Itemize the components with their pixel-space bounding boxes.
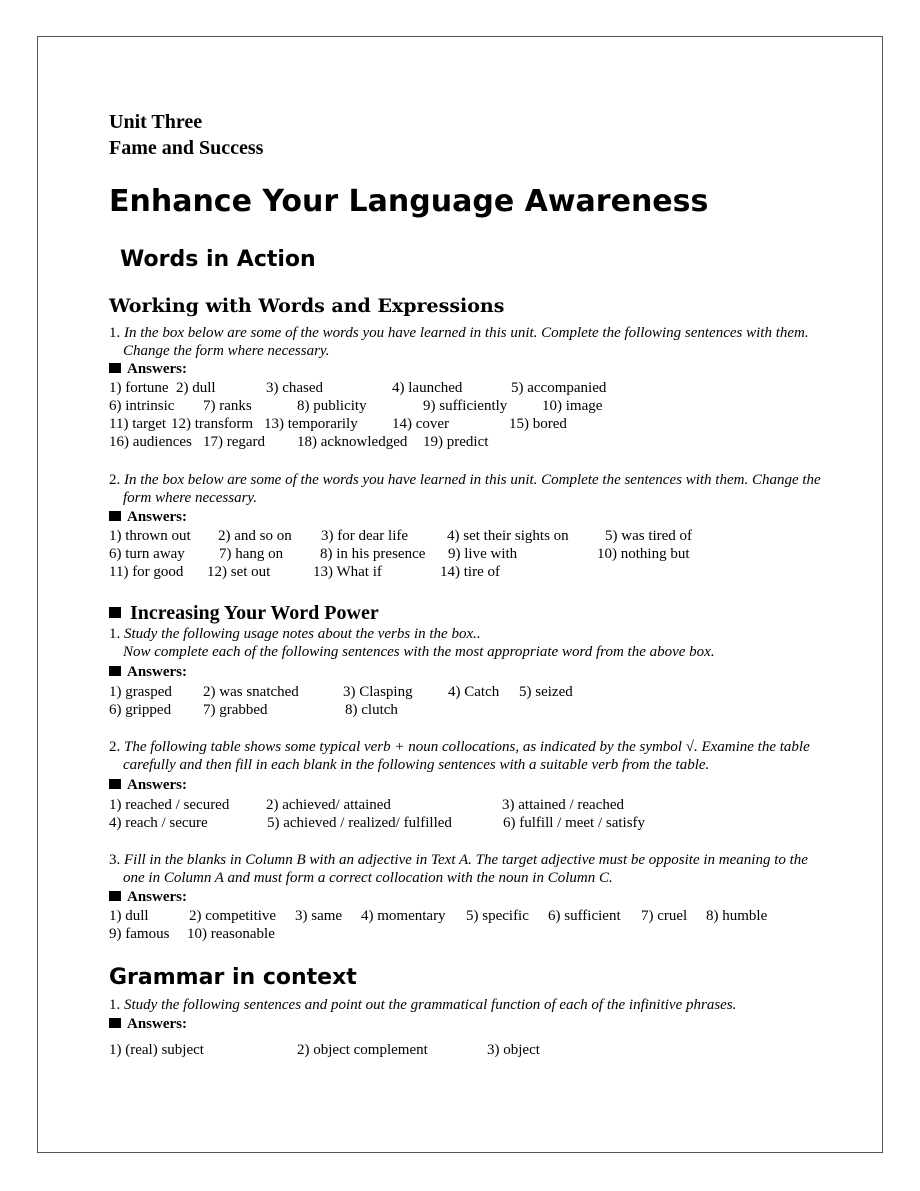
- answer-row: [109, 528, 809, 546]
- answers-label: [109, 889, 187, 906]
- answer-item: 2) and so on: [218, 528, 292, 544]
- answer-item: 7) cruel: [641, 908, 688, 924]
- answer-item: 6) gripped: [109, 702, 172, 718]
- answer-row: [109, 926, 809, 944]
- answer-row: [109, 684, 809, 702]
- instruction-text: In the box below are some of the words you have learned in this unit. Complete the sentences with them. Change the form where necessary.: [123, 472, 821, 506]
- answer-item: 1) fortune: [109, 380, 169, 396]
- square-bullet-icon: [109, 666, 121, 676]
- answer-item: 3) chased: [266, 380, 324, 396]
- answer-item: 5) seized: [519, 684, 573, 700]
- answer-row: [109, 416, 809, 434]
- label-text: Answers:: [127, 777, 187, 793]
- answer-item: 5) achieved / realized/ fulfilled: [267, 815, 452, 831]
- answer-item: 16) audiences: [109, 434, 192, 450]
- answer-item: 6) turn away: [109, 546, 185, 562]
- answer-item: 2) was snatched: [203, 684, 299, 700]
- answer-item: 12) transform: [171, 416, 254, 432]
- square-bullet-icon: [109, 363, 121, 373]
- answer-row: [109, 908, 809, 926]
- answer-item: 6) fulfill / meet / satisfy: [503, 815, 646, 831]
- answer-row: [109, 815, 809, 833]
- answer-item: 7) ranks: [203, 398, 252, 414]
- answer-row: [109, 546, 809, 564]
- answer-row: [109, 398, 809, 416]
- answer-item: 1) (real) subject: [109, 1042, 204, 1058]
- answer-item: 7) hang on: [219, 546, 284, 562]
- exercise-instruction: [109, 471, 828, 507]
- exercise-instruction: [109, 996, 828, 1014]
- answer-row: [109, 380, 809, 398]
- answer-item: 8) in his presence: [320, 546, 426, 562]
- exercise-instruction: [109, 625, 828, 661]
- label-text: Answers:: [127, 664, 187, 680]
- answer-item: 13) temporarily: [264, 416, 358, 432]
- answer-row: [109, 797, 809, 815]
- instruction-text: In the box below are some of the words you have learned in this unit. Complete the following sentences with them. Change the form where necessary.: [123, 325, 809, 359]
- label-text: Answers:: [127, 361, 187, 377]
- answer-item: 1) thrown out: [109, 528, 191, 544]
- section-title: Words in Action: [120, 247, 316, 272]
- answer-item: 3) for dear life: [321, 528, 409, 544]
- answer-item: 15) bored: [509, 416, 567, 432]
- answer-item: 8) humble: [706, 908, 768, 924]
- answer-item: 5) was tired of: [605, 528, 693, 544]
- instruction-text: Fill in the blanks in Column B with an adjective in Text A. The target adjective must be opposite in meaning to the one in Column A and must form a correct collocation with the noun in Column C.: [123, 852, 808, 886]
- answers-label: [109, 1016, 187, 1033]
- answer-row: [109, 1042, 809, 1060]
- answer-item: 3) Clasping: [343, 684, 413, 700]
- answers-label: [109, 361, 187, 378]
- answer-item: 2) dull: [176, 380, 216, 396]
- square-bullet-icon: [109, 1018, 121, 1028]
- answer-row: [109, 702, 809, 720]
- answers-label: [109, 509, 187, 526]
- instruction-text: Study the following usage notes about the verbs in the box..: [124, 626, 481, 642]
- answer-item: 11) target: [109, 416, 167, 432]
- instruction-text: Now complete each of the following sentences with the most appropriate word from the above box.: [123, 644, 715, 660]
- exercise-instruction: [109, 324, 828, 360]
- exercise-number: 1.: [109, 997, 121, 1013]
- answer-item: 9) live with: [448, 546, 518, 562]
- label-text: Answers:: [127, 509, 187, 525]
- answer-item: 4) Catch: [448, 684, 500, 700]
- answer-item: 10) nothing but: [597, 546, 690, 562]
- grammar-title: Grammar in context: [109, 965, 357, 990]
- exercise-number: 2.: [109, 472, 121, 488]
- answer-item: 10) image: [542, 398, 603, 414]
- answer-item: 2) achieved/ attained: [266, 797, 391, 813]
- answer-item: 11) for good: [109, 564, 184, 580]
- answer-item: 13) What if: [313, 564, 382, 580]
- answer-item: 3) object: [487, 1042, 540, 1058]
- answer-item: 4) set their sights on: [447, 528, 569, 544]
- answers-label: [109, 777, 187, 794]
- unit-heading: Unit Three: [109, 111, 203, 133]
- exercise-number: 1.: [109, 325, 121, 341]
- answer-item: 5) specific: [466, 908, 529, 924]
- answer-row: [109, 564, 809, 582]
- answer-row: [109, 434, 809, 452]
- answer-item: 4) momentary: [361, 908, 446, 924]
- answer-item: 2) competitive: [189, 908, 277, 924]
- answer-item: 3) same: [295, 908, 343, 924]
- square-bullet-icon: [109, 511, 121, 521]
- answer-item: 19) predict: [423, 434, 489, 450]
- answer-item: 1) grasped: [109, 684, 172, 700]
- answer-item: 1) dull: [109, 908, 149, 924]
- answer-item: 4) launched: [392, 380, 463, 396]
- square-bullet-icon: [109, 779, 121, 789]
- answer-item: 14) tire of: [440, 564, 500, 580]
- square-bullet-icon: [109, 891, 121, 901]
- label-text: Increasing Your Word Power: [130, 602, 379, 624]
- instruction-text: The following table shows some typical verb + noun collocations, as indicated by the symbol √. Examine the table carefully and then fill in each blank in the following sentences with a suitable verb from the table.: [123, 739, 810, 773]
- exercise-number: 1.: [109, 626, 121, 642]
- instruction-text: Study the following sentences and point out the grammatical function of each of the infinitive phrases.: [124, 997, 737, 1013]
- answer-item: 8) publicity: [297, 398, 367, 414]
- exercise-instruction: [109, 738, 828, 774]
- exercise-number: 3.: [109, 852, 121, 868]
- answer-item: 17) regard: [203, 434, 266, 450]
- answer-item: 14) cover: [392, 416, 450, 432]
- answer-item: 1) reached / secured: [109, 797, 230, 813]
- answer-item: 10) reasonable: [187, 926, 275, 942]
- answer-item: 6) sufficient: [548, 908, 621, 924]
- answer-item: 2) object complement: [297, 1042, 428, 1058]
- answer-item: 12) set out: [207, 564, 271, 580]
- answer-item: 9) famous: [109, 926, 170, 942]
- label-text: Answers:: [127, 889, 187, 905]
- exercise-instruction: [109, 851, 828, 887]
- answer-item: 18) acknowledged: [297, 434, 408, 450]
- answer-item: 7) grabbed: [203, 702, 268, 718]
- subsection-title-words: Working with Words and Expressions: [109, 295, 505, 317]
- answer-item: 8) clutch: [345, 702, 398, 718]
- answer-item: 3) attained / reached: [502, 797, 625, 813]
- answer-item: 4) reach / secure: [109, 815, 208, 831]
- subsection-title-word-power: [109, 602, 379, 625]
- square-bullet-icon: [109, 607, 121, 618]
- main-title: Enhance Your Language Awareness: [109, 184, 709, 219]
- unit-title: Fame and Success: [109, 137, 264, 159]
- answers-label: [109, 664, 187, 681]
- answer-item: 6) intrinsic: [109, 398, 175, 414]
- answer-item: 9) sufficiently: [423, 398, 508, 414]
- answer-item: 5) accompanied: [511, 380, 607, 396]
- label-text: Answers:: [127, 1016, 187, 1032]
- exercise-number: 2.: [109, 739, 121, 755]
